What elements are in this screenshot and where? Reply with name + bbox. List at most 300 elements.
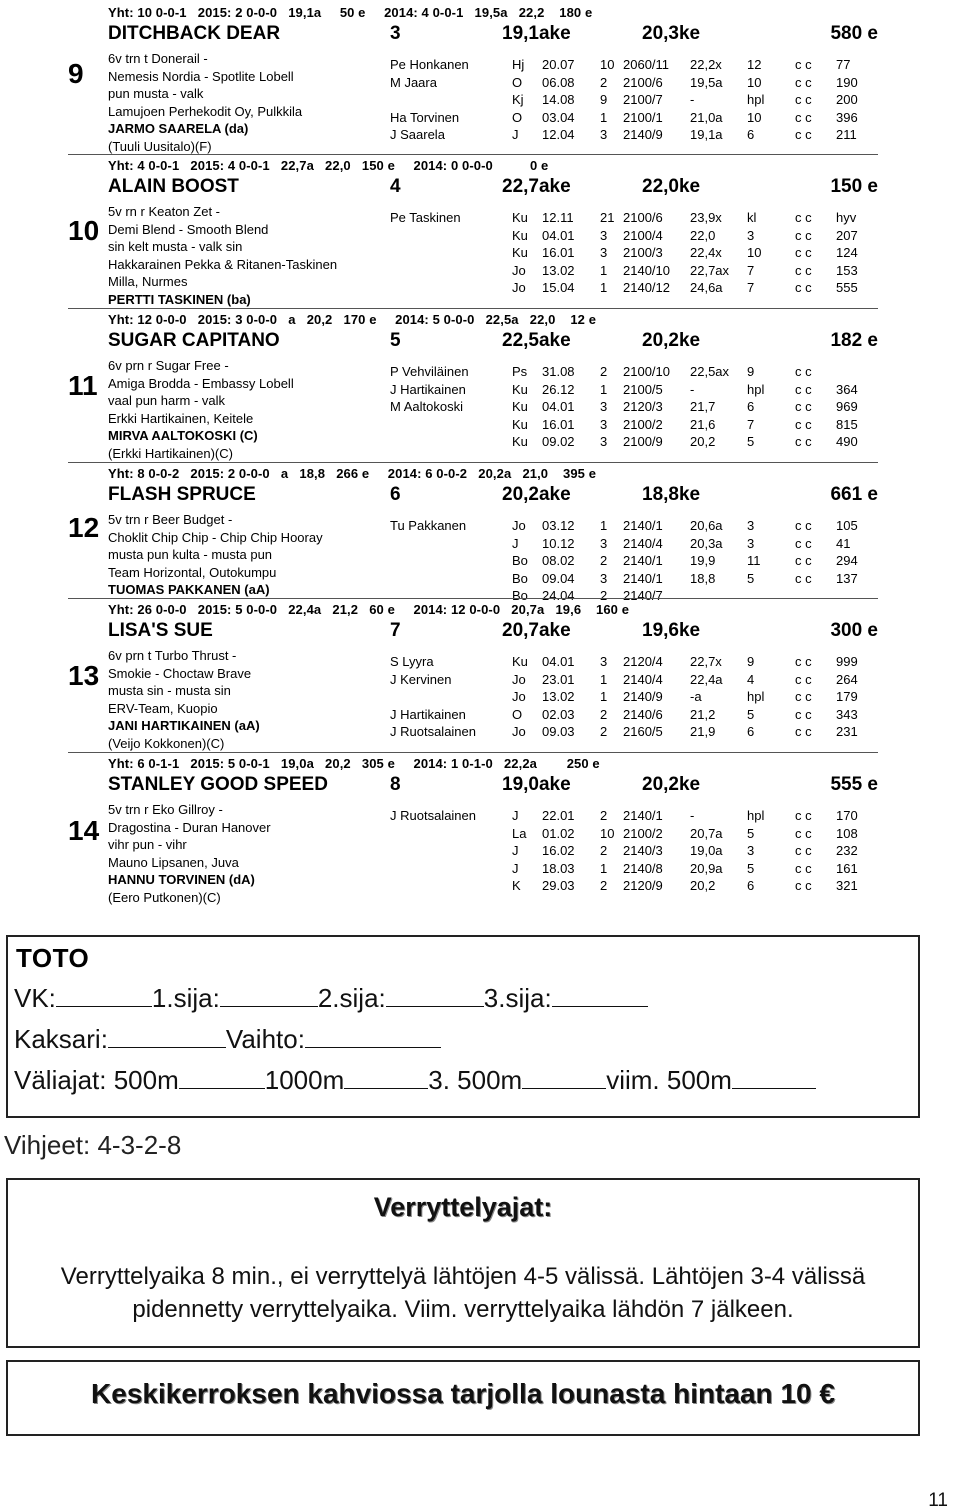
start-pos: 6: [747, 127, 755, 143]
start-no: 3: [600, 399, 608, 415]
start-track: J: [512, 860, 519, 876]
start-driver: J Ruotsalainen: [390, 808, 476, 823]
start-pos: kl: [747, 210, 757, 225]
start-dist: 2100/3: [623, 245, 663, 261]
horse-name: ALAIN BOOST: [108, 176, 239, 197]
start-dist: 2140/9: [623, 689, 663, 705]
start-odds: c c: [795, 74, 812, 90]
sija3-blank[interactable]: [552, 984, 648, 1007]
start-dist: 2100/1: [623, 109, 663, 125]
start-no: 2: [600, 553, 608, 569]
info-line: JANI HARTIKAINEN (aA): [108, 718, 260, 734]
start-time: 20,2: [690, 434, 716, 450]
horse-stats: Yht: 4 0-0-1 2015: 4 0-0-1 22,7a 22,0 150 e 2014: 0 0-0-0 0 e: [108, 158, 549, 173]
start-pos: 6: [747, 724, 755, 740]
start-no: 9: [600, 92, 608, 108]
start-date: 10.12: [542, 535, 575, 551]
start-pay: 124: [836, 245, 858, 261]
start-driver: M Jaara: [390, 74, 437, 90]
entry-divider: [68, 752, 878, 753]
split3500-blank[interactable]: [522, 1066, 606, 1089]
start-no: 1: [600, 689, 608, 705]
start-no: 3: [600, 434, 608, 450]
start-no: 3: [600, 227, 608, 243]
info-line: (Eero Putkonen)(C): [108, 889, 221, 905]
start-time: 22,5ax: [690, 364, 730, 379]
vaihto-blank[interactable]: [305, 1025, 441, 1048]
start-date: 06.08: [542, 74, 575, 90]
sija2-label: 2.sija:: [317, 983, 386, 1013]
horse-info: [108, 647, 260, 753]
start-pay: 396: [836, 109, 858, 125]
start-pos: 4: [747, 671, 755, 687]
start-no: 3: [600, 127, 608, 143]
start-pay: 77: [836, 57, 851, 72]
vk-label: VK:: [14, 983, 56, 1013]
start-date: 15.04: [542, 280, 575, 296]
start-pay: 211: [836, 127, 857, 143]
start-no: 10: [600, 57, 615, 72]
start-pay: 161: [836, 860, 858, 876]
start-odds: c c: [795, 57, 812, 72]
info-line: Erkki Hartikainen, Keitele: [108, 410, 254, 426]
start-time: 20,9a: [690, 860, 723, 876]
start-dist: 2100/2: [623, 416, 663, 432]
info-line: 5v rn r Keaton Zet -: [108, 204, 220, 219]
start-odds: c c: [795, 825, 812, 841]
toto-box: [6, 935, 920, 1118]
start-date: 12.11: [542, 210, 574, 225]
info-line: Milla, Nurmes: [108, 274, 188, 290]
sija2-blank[interactable]: [386, 984, 484, 1007]
start-pos: 7: [747, 416, 755, 432]
start-track: J: [512, 808, 519, 823]
horse-info: [108, 357, 294, 463]
prize-money: 300 e: [830, 620, 878, 641]
start-date: 04.01: [542, 227, 575, 243]
start-date: 24.04: [542, 588, 575, 604]
start-number: 10: [68, 215, 100, 246]
start-pay: 200: [836, 92, 858, 108]
start-time: 22,4a: [690, 671, 723, 687]
info-line: (Tuuli Uusitalo)(F): [108, 138, 212, 154]
start-odds: c c: [795, 518, 812, 533]
best-time: 20,2ke: [642, 774, 701, 795]
start-pay: 105: [836, 518, 858, 533]
start-odds: c c: [795, 706, 812, 722]
start-number: 11: [68, 370, 98, 401]
lunch-box: [6, 1360, 920, 1436]
horse-info: [108, 511, 323, 599]
start-number: 9: [68, 58, 84, 89]
start-dist: 2140/1: [623, 570, 663, 586]
start-dist: 2060/11: [623, 57, 670, 72]
info-line: Amiga Brodda - Embassy Lobell: [108, 375, 294, 391]
start-track: Ku: [512, 399, 528, 415]
split1000-blank[interactable]: [344, 1066, 428, 1089]
start-date: 08.02: [542, 553, 575, 569]
start-track: Ku: [512, 434, 528, 450]
start-date: 23.01: [542, 671, 575, 687]
start-track: Bo: [512, 588, 528, 604]
start-no: 21: [600, 210, 615, 225]
last500-blank[interactable]: [732, 1066, 816, 1089]
info-line: 5v trn r Beer Budget -: [108, 512, 233, 527]
start-time: 18,8: [690, 570, 716, 586]
start-no: 3: [600, 245, 608, 261]
start-no: 2: [600, 706, 608, 722]
start-driver: J Hartikainen: [390, 381, 466, 397]
start-date: 12.04: [542, 127, 575, 143]
horse-entry: [68, 158, 878, 308]
prize-money: 182 e: [830, 330, 878, 351]
start-no: 1: [600, 280, 608, 296]
start-dist: 2140/12: [623, 280, 670, 296]
start-track: Ku: [512, 654, 528, 669]
kaksari-blank[interactable]: [108, 1025, 226, 1048]
start-pay: 969: [836, 399, 858, 415]
start-track: Jo: [512, 671, 526, 687]
info-line: musta sin - musta sin: [108, 683, 231, 699]
horse-name: FLASH SPRUCE: [108, 484, 256, 505]
start-no: 2: [600, 74, 608, 90]
info-line: 6v prn r Sugar Free -: [108, 358, 229, 373]
info-line: Mauno Lipsanen, Juva: [108, 854, 239, 870]
start-pay: 207: [836, 227, 858, 243]
prize-money: 555 e: [830, 774, 878, 795]
start-date: 09.03: [542, 724, 575, 740]
horse-stats: Yht: 6 0-1-1 2015: 5 0-0-1 19,0a 20,2 305 e 2014: 1 0-1-0 22,2a 250 e: [108, 756, 600, 771]
start-pos: 3: [747, 518, 755, 533]
start-dist: 2120/9: [623, 878, 663, 894]
start-no: 2: [600, 843, 608, 859]
record-time: 22,5ake: [502, 330, 571, 351]
sija1-label: 1.sija:: [151, 983, 220, 1013]
start-driver: Pe Taskinen: [390, 210, 461, 225]
start-odds: c c: [795, 364, 812, 379]
start-track: O: [512, 109, 523, 125]
start-dist: 2100/9: [623, 434, 663, 450]
start-pos: 10: [747, 245, 762, 261]
horse-stats: Yht: 10 0-0-1 2015: 2 0-0-0 19,1a 50 e 2014: 4 0-0-1 19,5a 22,2 180 e: [108, 5, 593, 20]
warmup-title: Verryttelyajat:: [373, 1192, 553, 1222]
start-dist: 2140/1: [623, 518, 663, 533]
start-odds: c c: [795, 878, 812, 894]
start-pay: 179: [836, 689, 858, 705]
start-odds: c c: [795, 671, 812, 687]
horse-entry: [68, 602, 878, 752]
start-pay: 364: [836, 381, 858, 397]
start-pos: hpl: [747, 808, 765, 823]
start-pos: 7: [747, 280, 755, 296]
start-no: 3: [600, 416, 608, 432]
track-number: 4: [390, 176, 401, 197]
start-odds: c c: [795, 92, 812, 108]
start-pay: 294: [836, 553, 858, 569]
start-odds: c c: [795, 280, 812, 296]
start-pay: 190: [836, 74, 858, 90]
start-date: 29.03: [542, 878, 575, 894]
start-track: J: [512, 127, 519, 143]
start-driver: Pe Honkanen: [390, 57, 469, 72]
start-track: Ku: [512, 210, 528, 225]
info-line: Choklit Chip Chip - Chip Chip Hooray: [108, 529, 323, 545]
start-driver: M Aaltokoski: [390, 399, 463, 415]
split3500-label: 3. 500m: [428, 1065, 523, 1095]
start-date: 18.03: [542, 860, 575, 876]
start-odds: c c: [795, 724, 812, 740]
horse-stats: Yht: 26 0-0-0 2015: 5 0-0-0 22,4a 21,2 60 e 2014: 12 0-0-0 20,7a 19,6 160 e: [108, 602, 630, 617]
start-track: Ps: [512, 364, 528, 379]
best-time: 22,0ke: [642, 176, 701, 197]
start-no: 2: [600, 724, 608, 740]
start-pos: 11: [747, 553, 761, 569]
start-dist: 2140/10: [623, 262, 670, 278]
info-line: vihr pun - vihr: [108, 837, 187, 853]
start-pay: 170: [836, 808, 858, 823]
start-pay: 41: [836, 535, 851, 551]
start-date: 16.01: [542, 416, 575, 432]
start-time: 19,1a: [690, 127, 723, 143]
track-number: 8: [390, 774, 401, 795]
warmup-text: [8, 1260, 918, 1326]
start-no: 1: [600, 381, 608, 397]
horse-name: LISA'S SUE: [108, 620, 213, 641]
start-pos: 7: [747, 262, 755, 278]
start-dist: 2140/9: [623, 127, 663, 143]
start-driver: P Vehviläinen: [390, 364, 469, 379]
start-track: O: [512, 74, 523, 90]
start-time: 24,6a: [690, 280, 723, 296]
start-no: 1: [600, 109, 608, 125]
info-line: Nemesis Nordia - Spotlite Lobell: [108, 68, 294, 84]
start-pos: 10: [747, 74, 762, 90]
start-no: 2: [600, 878, 608, 894]
start-pay: 137: [836, 570, 858, 586]
start-date: 09.04: [542, 570, 575, 586]
start-dist: 2140/1: [623, 808, 663, 823]
prize-money: 150 e: [830, 176, 878, 197]
start-pos: 12: [747, 57, 762, 72]
start-odds: c c: [795, 843, 812, 859]
start-number: 14: [68, 815, 100, 846]
start-time: 21,9: [690, 724, 716, 740]
start-dist: 2140/1: [623, 553, 663, 569]
start-no: 1: [600, 860, 608, 876]
start-pay: 490: [836, 434, 858, 450]
start-no: 3: [600, 654, 608, 669]
start-driver: Ha Torvinen: [390, 109, 460, 125]
start-dist: 2100/6: [623, 210, 663, 225]
info-line: Dragostina - Duran Hanover: [108, 819, 271, 835]
start-time: 22,7ax: [690, 262, 730, 278]
start-no: 10: [600, 825, 615, 841]
lunch-text: Keskikerroksen kahviossa tarjolla lounasta hintaan 10 €: [91, 1378, 835, 1409]
start-date: 31.08: [542, 364, 575, 379]
start-track: J: [512, 535, 519, 551]
start-time: 20,7a: [690, 825, 723, 841]
warmup-line-2: pidennetty verryttelyaika. Viim. verryttelyaika lähdön 7 jälkeen.: [132, 1296, 794, 1323]
start-pos: 9: [747, 654, 755, 669]
start-pay: hyv: [836, 210, 857, 225]
start-no: 2: [600, 364, 608, 379]
start-number: 12: [68, 512, 100, 543]
start-dist: 2100/2: [623, 825, 663, 841]
start-odds: c c: [795, 127, 812, 143]
start-odds: c c: [795, 570, 812, 586]
horse-entry: [68, 756, 878, 906]
start-date: 01.02: [542, 825, 575, 841]
start-dist: 2140/4: [623, 535, 663, 551]
start-time: 22,0: [690, 227, 716, 243]
horse-info: [108, 203, 337, 309]
start-pos: 6: [747, 878, 755, 894]
start-track: O: [512, 706, 523, 722]
info-line: vaal pun harm - valk: [108, 393, 226, 409]
sija1-blank[interactable]: [220, 984, 318, 1007]
record-time: 22,7ake: [502, 176, 571, 197]
start-pos: 5: [747, 434, 755, 450]
start-time: 21,6: [690, 416, 716, 432]
start-date: 22.01: [542, 808, 575, 823]
start-time: 22,4x: [690, 245, 722, 261]
start-date: 04.01: [542, 399, 575, 415]
start-pos: 3: [747, 843, 755, 859]
horse-entry: [68, 466, 878, 616]
start-dist: 2140/6: [623, 706, 663, 722]
info-line: MIRVA AALTOKOSKI (C): [108, 428, 258, 444]
start-dist: 2140/7: [623, 588, 663, 604]
start-odds: c c: [795, 109, 812, 125]
start-date: 14.08: [542, 92, 575, 108]
horse-stats: Yht: 12 0-0-0 2015: 3 0-0-0 a 20,2 170 e 2014: 5 0-0-0 22,5a 22,0 12 e: [108, 312, 597, 327]
entry-divider: [68, 154, 878, 155]
info-line: HANNU TORVINEN (dA): [108, 872, 255, 888]
record-time: 19,1ake: [502, 23, 571, 44]
start-time: 19,0a: [690, 843, 723, 859]
start-no: 2: [600, 808, 608, 823]
split500-blank[interactable]: [179, 1066, 265, 1089]
start-pay: 321: [836, 878, 858, 894]
entry-divider: [68, 462, 878, 463]
start-track: Jo: [512, 724, 526, 740]
toto-title: TOTO: [16, 943, 90, 973]
start-dist: 2100/5: [623, 381, 663, 397]
start-odds: c c: [795, 808, 812, 823]
start-time: 22,7x: [690, 654, 722, 669]
start-time: 21,2: [690, 706, 716, 722]
start-no: 1: [600, 518, 608, 533]
start-pos: 3: [747, 227, 755, 243]
last500-label: viim. 500m: [606, 1065, 732, 1095]
warmup-box: [6, 1178, 920, 1348]
start-date: 13.02: [542, 689, 575, 705]
start-driver: J Saarela: [390, 127, 445, 143]
toto-line-vk: [14, 983, 648, 1014]
start-track: Ku: [512, 245, 528, 261]
warmup-line-1: Verryttelyaika 8 min., ei verryttelyä lähtöjen 4-5 välissä. Lähtöjen 3-4 välissä: [60, 1263, 866, 1290]
info-line: ERV-Team, Kuopio: [108, 700, 218, 716]
start-track: Bo: [512, 553, 528, 569]
start-track: Hj: [512, 57, 525, 72]
start-dist: 2140/8: [623, 860, 663, 876]
start-track: Kj: [512, 92, 524, 108]
start-dist: 2100/10: [623, 364, 670, 379]
start-odds: c c: [795, 434, 812, 450]
info-line: 6v prn t Turbo Thrust -: [108, 648, 237, 663]
start-track: Ku: [512, 416, 528, 432]
info-line: sin kelt musta - valk sin: [108, 239, 243, 255]
info-line: PERTTI TASKINEN (ba): [108, 291, 251, 307]
toto-line-valiajat: [14, 1065, 816, 1096]
start-date: 03.12: [542, 518, 575, 533]
start-time: 21,0a: [690, 109, 723, 125]
start-pos: 3: [747, 535, 755, 551]
vk-blank[interactable]: [56, 984, 152, 1007]
start-no: 3: [600, 535, 608, 551]
start-pay: 231: [836, 724, 858, 740]
start-track: La: [512, 825, 527, 841]
start-track: J: [512, 843, 519, 859]
start-time: 23,9x: [690, 210, 722, 225]
start-time: 20,2: [690, 878, 716, 894]
valiajat-label: Väliajat: 500m: [14, 1065, 179, 1095]
start-time: 20,3a: [690, 535, 723, 551]
track-number: 5: [390, 330, 401, 351]
start-number: 13: [68, 660, 100, 691]
info-line: TUOMAS PAKKANEN (aA): [108, 582, 270, 598]
info-line: 6v trn t Donerail -: [108, 51, 208, 66]
start-time: -: [690, 381, 695, 397]
info-line: pun musta - valk: [108, 86, 204, 102]
info-line: musta pun kulta - musta pun: [108, 547, 273, 563]
start-time: -a: [690, 689, 702, 705]
start-date: 26.12: [542, 381, 575, 397]
record-time: 19,0ake: [502, 774, 571, 795]
start-odds: c c: [795, 860, 812, 876]
start-dist: 2120/4: [623, 654, 663, 669]
best-time: 20,2ke: [642, 330, 701, 351]
start-odds: c c: [795, 535, 812, 551]
start-time: 19,9: [690, 553, 716, 569]
start-pay: 264: [836, 671, 858, 687]
start-track: Bo: [512, 570, 528, 586]
start-no: 2: [600, 588, 608, 604]
vaihto-label: Vaihto:: [225, 1024, 305, 1054]
prize-money: 661 e: [830, 484, 878, 505]
info-line: Demi Blend - Smooth Blend: [108, 221, 269, 237]
page-number: 11: [928, 1490, 948, 1511]
best-time: 20,3ke: [642, 23, 701, 44]
start-time: 22,2x: [690, 57, 722, 72]
start-pay: 815: [836, 416, 858, 432]
start-odds: c c: [795, 227, 812, 243]
start-no: 1: [600, 671, 608, 687]
horse-entry: [68, 312, 878, 462]
start-track: Jo: [512, 518, 526, 533]
horse-info: [108, 801, 271, 907]
start-dist: 2120/3: [623, 399, 663, 415]
start-odds: c c: [795, 262, 812, 278]
start-pos: 5: [747, 706, 755, 722]
start-odds: c c: [795, 689, 812, 705]
start-track: Ku: [512, 227, 528, 243]
start-no: 3: [600, 570, 608, 586]
record-time: 20,2ake: [502, 484, 571, 505]
start-time: -: [690, 808, 695, 823]
start-driver: J Kervinen: [390, 671, 452, 687]
start-odds: c c: [795, 399, 812, 415]
